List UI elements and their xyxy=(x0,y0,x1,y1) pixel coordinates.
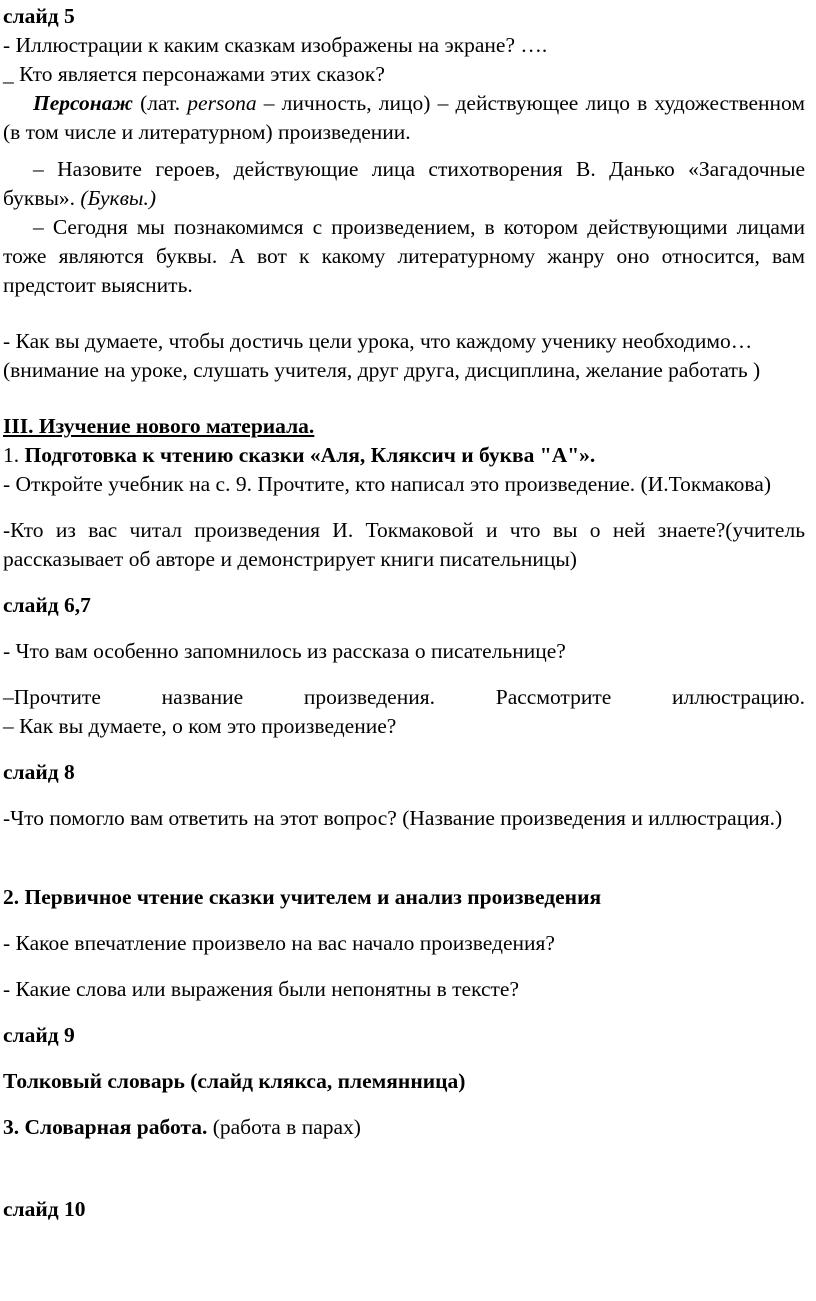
slide-67-question-memory: - Что вам особенно запомнилось из рассказа о писательнице? xyxy=(3,639,566,663)
task-lesson-goal: - Как вы думаете, чтобы достичь цели урока, что каждому ученику необходимо…(внимание на уроке, слушать учителя, друг друга, дисциплина, желание работать ) xyxy=(3,329,761,382)
character-definition: Персонаж (лат. persona – личность, лицо) – действующее лицо в художественном (в том числе и литературном) произведении. xyxy=(3,91,806,144)
dictionary-line: Толковый словарь (слайд клякса, племянница) xyxy=(3,1069,466,1093)
part-3-title: 3. Словарная работа. (работа в парах) xyxy=(3,1115,361,1139)
slide-67-question-title: –Прочтите название произведения. Рассмотрите иллюстрацию. xyxy=(3,685,805,709)
slide-9-heading: слайд 9 xyxy=(3,1023,75,1047)
slide-67-heading: слайд 6,7 xyxy=(3,593,91,617)
slide-5-heading: слайд 5 xyxy=(3,4,75,28)
part-2-question-impression: - Какое впечатление произвело на вас начало произведения? xyxy=(3,931,555,955)
slide-8-heading: слайд 8 xyxy=(3,760,75,784)
subsection-1-title: 1. Подготовка к чтению сказки «Аля, Кляксич и буква "А"». xyxy=(3,443,596,467)
slide-5-question-characters: _ Кто является персонажами этих сказок? xyxy=(3,62,385,86)
task-who-read: -Кто из вас читал произведения И. Токмаковой и что вы о ней знаете?(учитель рассказывает об авторе и демонстрирует книги писательницы) xyxy=(3,518,805,571)
slide-67-question-about: – Как вы думаете, о ком это произведение? xyxy=(3,714,397,738)
part-2-title: 2. Первичное чтение сказки учителем и анализ произведения xyxy=(3,885,602,909)
slide-8-question: -Что помогло вам ответить на этот вопрос? (Название произведения и иллюстрация.) xyxy=(3,806,783,830)
task-answer: (Буквы.) xyxy=(80,186,157,210)
slide-5-question-illustrations: - Иллюстрации к каким сказкам изображены на экране? …. xyxy=(3,33,548,57)
task-new-work: – Сегодня мы познакомимся с произведением, в котором действующими лицами тоже являются буквы. А вот к какому литературному жанру оно относится, вам предстоит выяснить. xyxy=(3,215,805,297)
task-open-textbook: - Откройте учебник на с. 9. Прочтите, кто написал это произведение. (И.Токмакова) xyxy=(3,472,771,496)
definition-term: Персонаж xyxy=(33,91,133,115)
part-2-question-words: - Какие слова или выражения были непонятны в тексте? xyxy=(3,977,520,1001)
slide-10-heading: слайд 10 xyxy=(3,1197,86,1221)
definition-latin-word: persona xyxy=(187,91,257,115)
task-name-heroes: – Назовите героев, действующие лица стихотворения В. Данько «Загадочные буквы». (Буквы.) xyxy=(3,157,805,210)
section-3-title: III. Изучение нового материала. xyxy=(3,414,315,438)
